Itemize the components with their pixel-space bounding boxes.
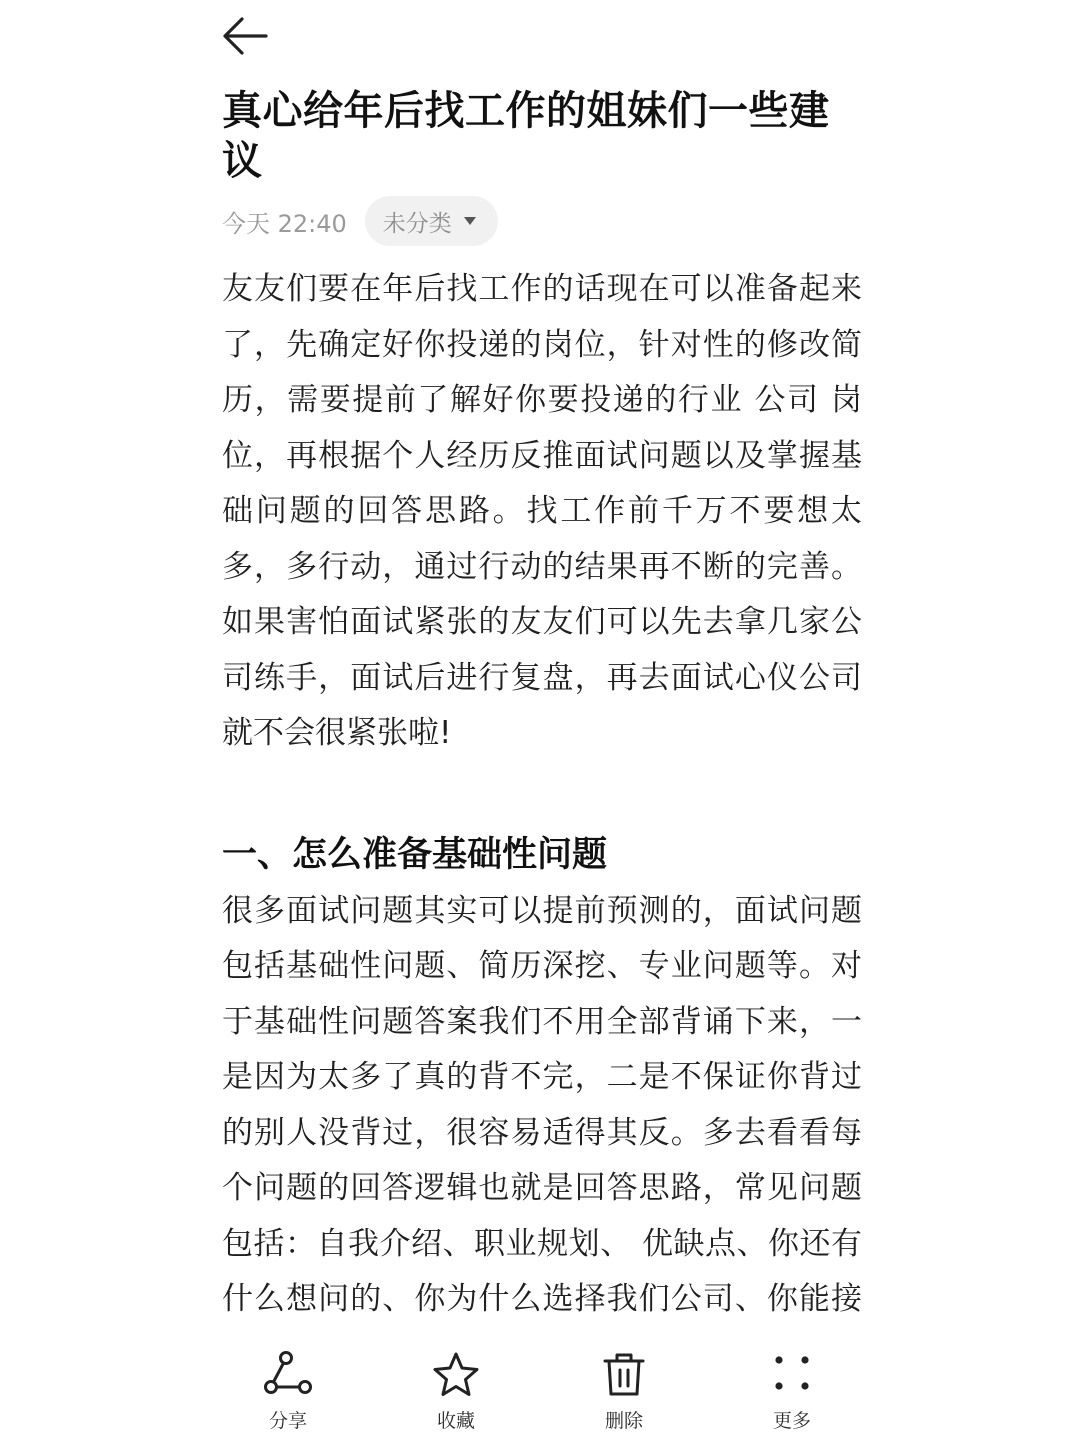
share-icon — [262, 1350, 314, 1400]
trash-icon — [598, 1350, 650, 1400]
delete-button[interactable] — [569, 1350, 679, 1432]
note-body[interactable] — [222, 262, 862, 1330]
more-button[interactable] — [737, 1350, 847, 1432]
star-icon — [430, 1350, 482, 1400]
caret-down-icon — [464, 217, 476, 225]
favorite-button[interactable] — [401, 1350, 511, 1432]
note-meta — [222, 196, 498, 246]
favorite-label: 收藏 — [436, 1410, 475, 1432]
category-label: 未分类 — [382, 210, 452, 237]
more-dots-icon — [766, 1350, 818, 1400]
note-title[interactable]: 真心给年后找工作的姐妹们一些建议 — [222, 88, 830, 184]
category-dropdown[interactable] — [365, 196, 498, 246]
back-button[interactable] — [218, 14, 274, 58]
bottom-toolbar — [0, 1330, 1080, 1440]
share-label: 分享 — [268, 1410, 307, 1432]
section-heading: 一、怎么准备基础性问题 — [222, 834, 608, 875]
delete-label: 删除 — [604, 1410, 643, 1432]
more-label: 更多 — [772, 1410, 811, 1432]
note-timestamp: 今天 22:40 — [222, 209, 347, 238]
arrow-left-icon — [218, 14, 274, 58]
section-paragraph: 很多面试问题其实可以提前预测的，面试问题包括基础性问题、简历深挖、专业问题等。对于基础性问题答案我们不用全部背诵下来，一是因为太多了真的背不完，二是不保证你背过的别人没背过，很容易适得其反。多去看看每个问题的回答逻辑也就是回答思路，常见问题包括：自我介绍、职业规划、 优缺点、你还有什么想问的、你为什么选择我们公司、你能接 — [222, 892, 862, 1317]
share-button[interactable] — [233, 1350, 343, 1432]
intro-paragraph: 友友们要在年后找工作的话现在可以准备起来了，先确定好你投递的岗位，针对性的修改简历，需要提前了解好你要投递的行业 公司 岗位，再根据个人经历反推面试问题以及掌握基础问题的回答思路。找工作前千万不要想太多，多行动，通过行动的结果再不断的完善。如果害怕面试紧张的友友们可以先去拿几家公司练手，面试后进行复盘，再去面试心仪公司就不会很紧张啦! — [222, 271, 862, 751]
